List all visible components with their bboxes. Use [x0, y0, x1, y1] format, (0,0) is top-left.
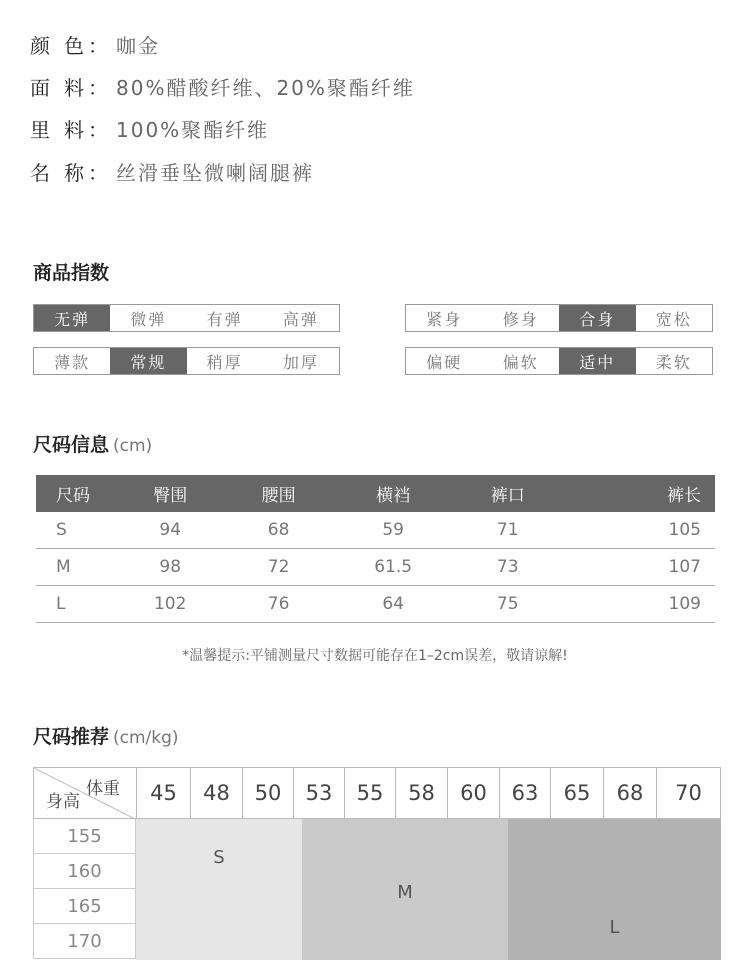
index-option: 紧身	[426, 309, 463, 329]
spec-color	[30, 30, 160, 58]
size-zone	[508, 819, 721, 960]
spec-key-char: 面	[30, 75, 52, 100]
table-cell: 105	[562, 512, 715, 549]
header-cell: 裤长	[562, 475, 715, 512]
weight-header-cell: 55	[344, 767, 395, 819]
index-option: 柔软	[655, 352, 692, 372]
index-option: 有弹	[206, 309, 243, 329]
table-row	[36, 549, 715, 586]
spec-key-char: 名	[30, 160, 52, 185]
table-cell: 68	[224, 512, 332, 549]
spec-key	[30, 30, 86, 59]
table-cell: 109	[562, 586, 715, 623]
height-row-label: 155	[33, 819, 136, 854]
spec-fabric	[30, 72, 415, 100]
size-zone	[302, 819, 508, 960]
index-option: 加厚	[282, 352, 319, 372]
spec-key-char: 料	[64, 75, 86, 100]
weight-header-cell: 70	[656, 767, 721, 819]
table-cell: 73	[454, 549, 562, 586]
size-zone-label: S	[213, 847, 225, 868]
spec-key-char: 称	[64, 160, 86, 185]
corner-cell	[33, 767, 136, 819]
table-cell: S	[36, 512, 116, 549]
table-cell: 102	[116, 586, 224, 623]
index-elasticity	[33, 304, 340, 332]
table-cell: 71	[454, 512, 562, 549]
spec-value: 丝滑垂坠微喇阔腿裤	[116, 160, 314, 185]
recommend-grid	[33, 767, 721, 960]
index-option: 微弹	[130, 309, 167, 329]
weight-header-cell: 50	[242, 767, 293, 819]
size-zone-label: L	[609, 917, 620, 938]
size-zone	[136, 819, 302, 960]
table-row	[36, 512, 715, 549]
spec-name	[30, 157, 314, 185]
spec-value: 咖金	[116, 33, 160, 58]
spec-key-char: 里	[30, 117, 52, 142]
corner-weight-label: 体重	[86, 779, 120, 799]
recommend-title	[33, 722, 179, 749]
spec-colon: ：	[88, 33, 110, 58]
table-cell: 59	[333, 512, 454, 549]
height-row-label: 165	[33, 889, 136, 924]
size-table	[36, 475, 715, 623]
spec-key	[30, 72, 86, 101]
size-info-title-text: 尺码信息	[33, 434, 110, 456]
size-info-title	[33, 430, 152, 457]
spec-colon: ：	[88, 75, 110, 100]
index-option: 合身	[559, 305, 636, 331]
measurement-note: *温馨提示:平铺测量尺寸数据可能存在1–2cm误差，敬请谅解!	[182, 648, 568, 664]
height-row-label: 160	[33, 854, 136, 889]
index-option: 适中	[559, 348, 636, 374]
weight-header-cell: 60	[447, 767, 499, 819]
weight-header-cell: 65	[550, 767, 603, 819]
spec-value: 100%聚酯纤维	[116, 117, 270, 142]
index-thickness	[33, 347, 340, 375]
index-option: 修身	[502, 309, 539, 329]
size-table-header	[36, 475, 715, 512]
index-option: 高弹	[282, 309, 319, 329]
table-cell: 61.5	[333, 549, 454, 586]
spec-colon: ：	[88, 117, 110, 142]
spec-key	[30, 114, 86, 143]
index-option: 偏硬	[426, 352, 463, 372]
spec-key-char: 颜	[30, 33, 52, 58]
table-cell: 75	[454, 586, 562, 623]
table-cell: 76	[224, 586, 332, 623]
header-cell: 裤口	[454, 475, 562, 512]
spec-colon: ：	[88, 160, 110, 185]
table-row	[36, 586, 715, 623]
corner-height-label: 身高	[46, 792, 80, 812]
table-cell: 94	[116, 512, 224, 549]
weight-header-cell: 68	[603, 767, 656, 819]
spec-key-char: 料	[64, 117, 86, 142]
weight-header-cell: 63	[499, 767, 550, 819]
table-cell: 64	[333, 586, 454, 623]
index-softness	[405, 347, 713, 375]
table-cell: 98	[116, 549, 224, 586]
table-cell: 107	[562, 549, 715, 586]
table-cell: M	[36, 549, 116, 586]
spec-value: 80%醋酸纤维、20%聚酯纤维	[116, 75, 415, 100]
index-option: 宽松	[655, 309, 692, 329]
index-option: 常规	[110, 348, 186, 374]
index-fit	[405, 304, 713, 332]
index-option: 偏软	[502, 352, 539, 372]
size-info-unit: (cm)	[113, 436, 153, 456]
header-cell: 臀围	[116, 475, 224, 512]
header-cell: 横裆	[333, 475, 454, 512]
spec-key-char: 色	[64, 33, 86, 58]
height-row-label: 170	[33, 924, 136, 959]
recommend-title-text: 尺码推荐	[33, 726, 110, 748]
table-cell: 72	[224, 549, 332, 586]
index-title: 商品指数	[33, 262, 110, 284]
size-zone-label: M	[397, 882, 413, 903]
spec-key	[30, 157, 86, 186]
recommend-unit: (cm/kg)	[113, 728, 179, 748]
spec-lining	[30, 114, 269, 142]
weight-header-cell: 48	[190, 767, 242, 819]
index-option: 稍厚	[206, 352, 243, 372]
weight-header-cell: 45	[136, 767, 190, 819]
header-cell: 尺码	[36, 475, 116, 512]
weight-header-cell: 58	[395, 767, 447, 819]
index-option: 薄款	[54, 352, 91, 372]
index-option: 无弹	[34, 305, 110, 331]
header-cell: 腰围	[224, 475, 332, 512]
table-cell: L	[36, 586, 116, 623]
weight-header-cell: 53	[293, 767, 344, 819]
